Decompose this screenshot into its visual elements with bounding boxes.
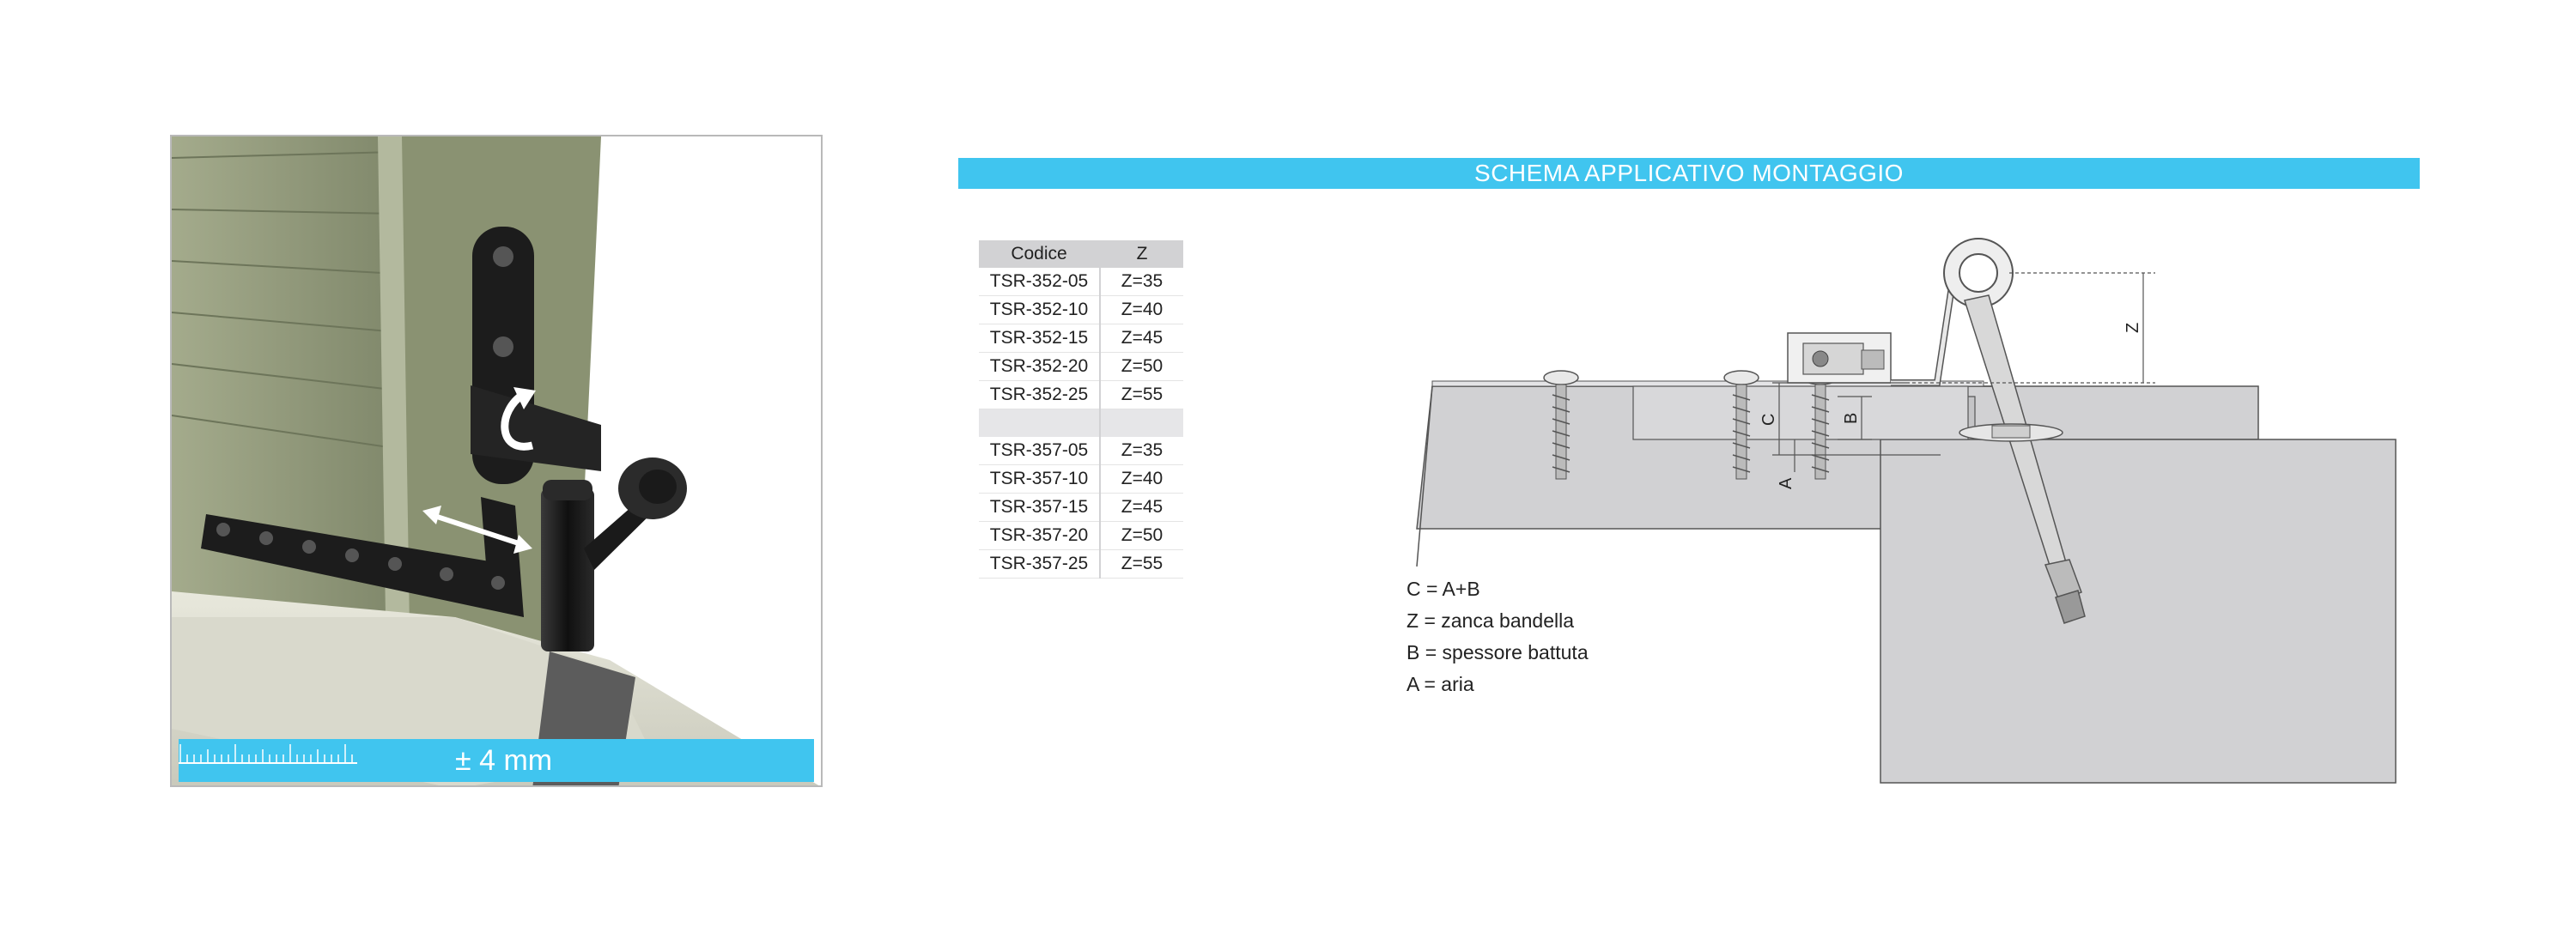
legend — [1406, 573, 1589, 700]
wall-block — [1880, 439, 2396, 783]
product-photo-panel — [170, 135, 823, 787]
table-row — [979, 296, 1183, 324]
cell-code: TSR-352-15 — [979, 324, 1100, 353]
cell-code: TSR-357-05 — [979, 437, 1100, 465]
codes-table — [979, 240, 1183, 579]
cell-z: Z=40 — [1100, 296, 1183, 324]
cell-code: TSR-352-20 — [979, 353, 1100, 381]
dim-label-b: B — [1842, 412, 1861, 424]
table-spacer-row — [979, 409, 1183, 438]
mounting-diagram — [1391, 223, 2421, 790]
cell-z: Z=55 — [1100, 550, 1183, 579]
table-row — [979, 353, 1183, 381]
cell-z: Z=50 — [1100, 522, 1183, 550]
tolerance-bar — [179, 739, 814, 782]
cell-z: Z=35 — [1100, 268, 1183, 296]
legend-item: B = spessore battuta — [1406, 641, 1589, 663]
cell-z: Z=55 — [1100, 381, 1183, 409]
ruler-icon — [179, 739, 359, 765]
hinge-pin — [541, 488, 594, 651]
header-z: Z — [1100, 240, 1183, 268]
cell-code: TSR-352-10 — [979, 296, 1100, 324]
table-row — [979, 465, 1183, 494]
cell-code: TSR-357-20 — [979, 522, 1100, 550]
cell-z: Z=45 — [1100, 324, 1183, 353]
table-header-row — [979, 240, 1183, 268]
legend-item: Z = zanca bandella — [1406, 609, 1574, 632]
table-row — [979, 494, 1183, 522]
cell-code: TSR-357-15 — [979, 494, 1100, 522]
legend-item: C = A+B — [1406, 578, 1480, 600]
cell-code: TSR-357-25 — [979, 550, 1100, 579]
cell-code: TSR-352-05 — [979, 268, 1100, 296]
dim-label-a: A — [1777, 477, 1795, 489]
legend-item: A = aria — [1406, 673, 1474, 695]
hinge-illustration — [172, 136, 823, 787]
table-row — [979, 550, 1183, 579]
cell-z: Z=45 — [1100, 494, 1183, 522]
cell-z: Z=35 — [1100, 437, 1183, 465]
cell-z: Z=50 — [1100, 353, 1183, 381]
table-row — [979, 437, 1183, 465]
table-row — [979, 324, 1183, 353]
table-row — [979, 268, 1183, 296]
dim-label-c: C — [1759, 413, 1778, 426]
cell-code: TSR-357-10 — [979, 465, 1100, 494]
cell-code: TSR-352-25 — [979, 381, 1100, 409]
tolerance-label: ± 4 mm — [455, 744, 553, 777]
table-row — [979, 381, 1183, 409]
header-codice: Codice — [979, 240, 1100, 268]
section-title: SCHEMA APPLICATIVO MONTAGGIO — [958, 158, 2420, 189]
dim-label-z: Z — [2123, 322, 2142, 333]
table-row — [979, 522, 1183, 550]
hinge-housing — [1788, 333, 1891, 383]
cell-z: Z=40 — [1100, 465, 1183, 494]
